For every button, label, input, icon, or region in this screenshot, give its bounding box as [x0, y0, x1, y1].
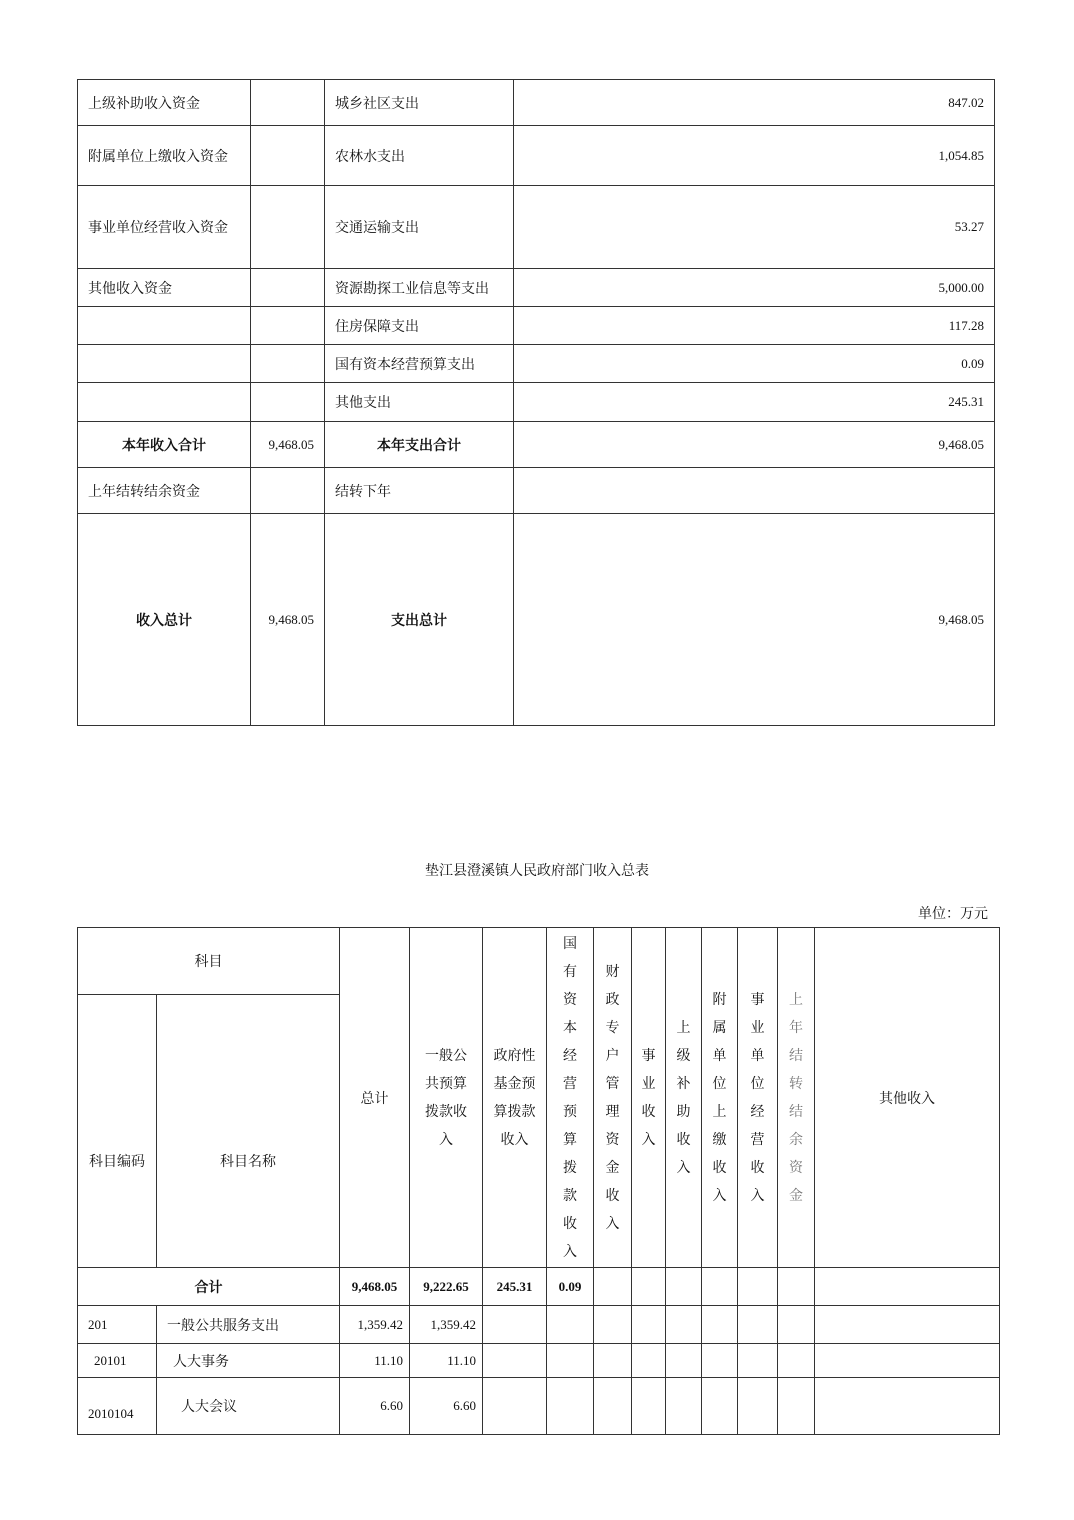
gov-fund-header: 政府性基金预算拨款收入: [483, 928, 547, 1268]
expense-value: 847.02: [514, 80, 995, 126]
expense-value: 53.27: [514, 186, 995, 269]
empty-cell: [632, 1378, 666, 1435]
subject-name: 一般公共服务支出: [157, 1306, 340, 1344]
income-item: 上级补助收入资金: [78, 80, 251, 126]
income-value: [251, 383, 325, 422]
income-item: 附属单位上缴收入资金: [78, 126, 251, 186]
expense-value: 5,000.00: [514, 269, 995, 307]
table-row: [78, 307, 995, 345]
operating-income-header: 事业单位经营收入: [738, 928, 778, 1268]
expense-item: 农林水支出: [325, 126, 514, 186]
empty-cell: [702, 1344, 738, 1378]
empty-cell: [666, 1378, 702, 1435]
total-value: 11.10: [340, 1344, 410, 1378]
subtotal-row: [78, 422, 995, 468]
empty-cell: [666, 1268, 702, 1306]
income-value: [251, 269, 325, 307]
income-item: 上年结转结余资金: [78, 468, 251, 514]
empty-cell: [778, 1268, 815, 1306]
empty-cell: [815, 1344, 1000, 1378]
empty-cell: [702, 1378, 738, 1435]
business-income-header: 事业收入: [632, 928, 666, 1268]
affiliated-units-header: 附属单位上缴收入: [702, 928, 738, 1268]
income-value: [251, 468, 325, 514]
empty-cell: [547, 1344, 594, 1378]
empty-cell: [738, 1268, 778, 1306]
total-value: 1,359.42: [340, 1306, 410, 1344]
subject-name: 人大会议: [157, 1378, 340, 1435]
subject-code: 2010104: [78, 1378, 157, 1435]
empty-cell: [815, 1378, 1000, 1435]
subject-code-header: 科目编码: [78, 995, 157, 1268]
subject-code: 20101: [78, 1344, 157, 1378]
department-income-table: [77, 927, 1000, 1435]
general-budget-value: 9,222.65: [410, 1268, 483, 1306]
expense-item: 结转下年: [325, 468, 514, 514]
table-row: [78, 468, 995, 514]
subject-name-header: 科目名称: [157, 995, 340, 1268]
table-row: [78, 80, 995, 126]
expense-total-value: 9,468.05: [514, 514, 995, 726]
total-header: 总计: [340, 928, 410, 1268]
income-value: [251, 186, 325, 269]
subject-name: 人大事务: [157, 1344, 340, 1378]
table-row: [78, 345, 995, 383]
income-total-value: 9,468.05: [251, 514, 325, 726]
income-item: [78, 383, 251, 422]
empty-cell: [815, 1268, 1000, 1306]
expense-total-label: 支出总计: [325, 514, 514, 726]
empty-cell: [632, 1306, 666, 1344]
income-item: [78, 307, 251, 345]
empty-cell: [666, 1306, 702, 1344]
income-value: [251, 307, 325, 345]
empty-cell: [594, 1268, 632, 1306]
header-row: [78, 928, 1000, 995]
state-capital-header: 国有资本经营预算拨款收入: [547, 928, 594, 1268]
empty-cell: [738, 1378, 778, 1435]
table-row: [78, 126, 995, 186]
empty-cell: [702, 1306, 738, 1344]
general-budget-value: 6.60: [410, 1378, 483, 1435]
expense-value: 245.31: [514, 383, 995, 422]
subject-code: 201: [78, 1306, 157, 1344]
expense-item: 其他支出: [325, 383, 514, 422]
empty-cell: [594, 1378, 632, 1435]
income-expense-summary-table: [77, 79, 995, 726]
income-subtotal-label: 本年收入合计: [78, 422, 251, 468]
expense-item: 住房保障支出: [325, 307, 514, 345]
empty-cell: [702, 1268, 738, 1306]
income-total-label: 收入总计: [78, 514, 251, 726]
empty-cell: [547, 1378, 594, 1435]
empty-cell: [778, 1344, 815, 1378]
gov-fund-value: 245.31: [483, 1268, 547, 1306]
income-item: 事业单位经营收入资金: [78, 186, 251, 269]
subject-header: 科目: [78, 928, 340, 995]
expense-value: [514, 468, 995, 514]
general-budget-header: 一般公共预算拨款收入: [410, 928, 483, 1268]
expense-item: 城乡社区支出: [325, 80, 514, 126]
carryover-header: 上年结转结余资金: [778, 928, 815, 1268]
expense-subtotal-value: 9,468.05: [514, 422, 995, 468]
income-subtotal-value: 9,468.05: [251, 422, 325, 468]
empty-cell: [483, 1344, 547, 1378]
table-title: 垫江县澄溪镇人民政府部门收入总表: [425, 863, 649, 879]
income-value: [251, 345, 325, 383]
empty-cell: [778, 1306, 815, 1344]
state-capital-value: 0.09: [547, 1268, 594, 1306]
empty-cell: [483, 1378, 547, 1435]
income-value: [251, 126, 325, 186]
empty-cell: [594, 1306, 632, 1344]
other-income-header: 其他收入: [815, 928, 1000, 1268]
grand-total-row: [78, 514, 995, 726]
expense-item: 国有资本经营预算支出: [325, 345, 514, 383]
total-row: [78, 1268, 1000, 1306]
expense-value: 1,054.85: [514, 126, 995, 186]
empty-cell: [738, 1306, 778, 1344]
income-item: [78, 345, 251, 383]
table-row: [78, 1378, 1000, 1435]
total-value: 6.60: [340, 1378, 410, 1435]
superior-subsidy-header: 上级补助收入: [666, 928, 702, 1268]
empty-cell: [547, 1306, 594, 1344]
table-row: [78, 186, 995, 269]
table-row: [78, 383, 995, 422]
expense-item: 交通运输支出: [325, 186, 514, 269]
expense-value: 0.09: [514, 345, 995, 383]
table-row: [78, 269, 995, 307]
empty-cell: [632, 1268, 666, 1306]
total-label: 合计: [78, 1268, 340, 1306]
unit-label: 单位：万元: [918, 906, 988, 922]
expense-subtotal-label: 本年支出合计: [325, 422, 514, 468]
empty-cell: [483, 1306, 547, 1344]
fiscal-account-header: 财政专户管理资金收入: [594, 928, 632, 1268]
table-row: [78, 1306, 1000, 1344]
empty-cell: [778, 1378, 815, 1435]
table-row: [78, 1344, 1000, 1378]
empty-cell: [594, 1344, 632, 1378]
general-budget-value: 11.10: [410, 1344, 483, 1378]
income-item: 其他收入资金: [78, 269, 251, 307]
general-budget-value: 1,359.42: [410, 1306, 483, 1344]
income-value: [251, 80, 325, 126]
total-value: 9,468.05: [340, 1268, 410, 1306]
empty-cell: [815, 1306, 1000, 1344]
expense-value: 117.28: [514, 307, 995, 345]
expense-item: 资源勘探工业信息等支出: [325, 269, 514, 307]
empty-cell: [738, 1344, 778, 1378]
empty-cell: [666, 1344, 702, 1378]
empty-cell: [632, 1344, 666, 1378]
